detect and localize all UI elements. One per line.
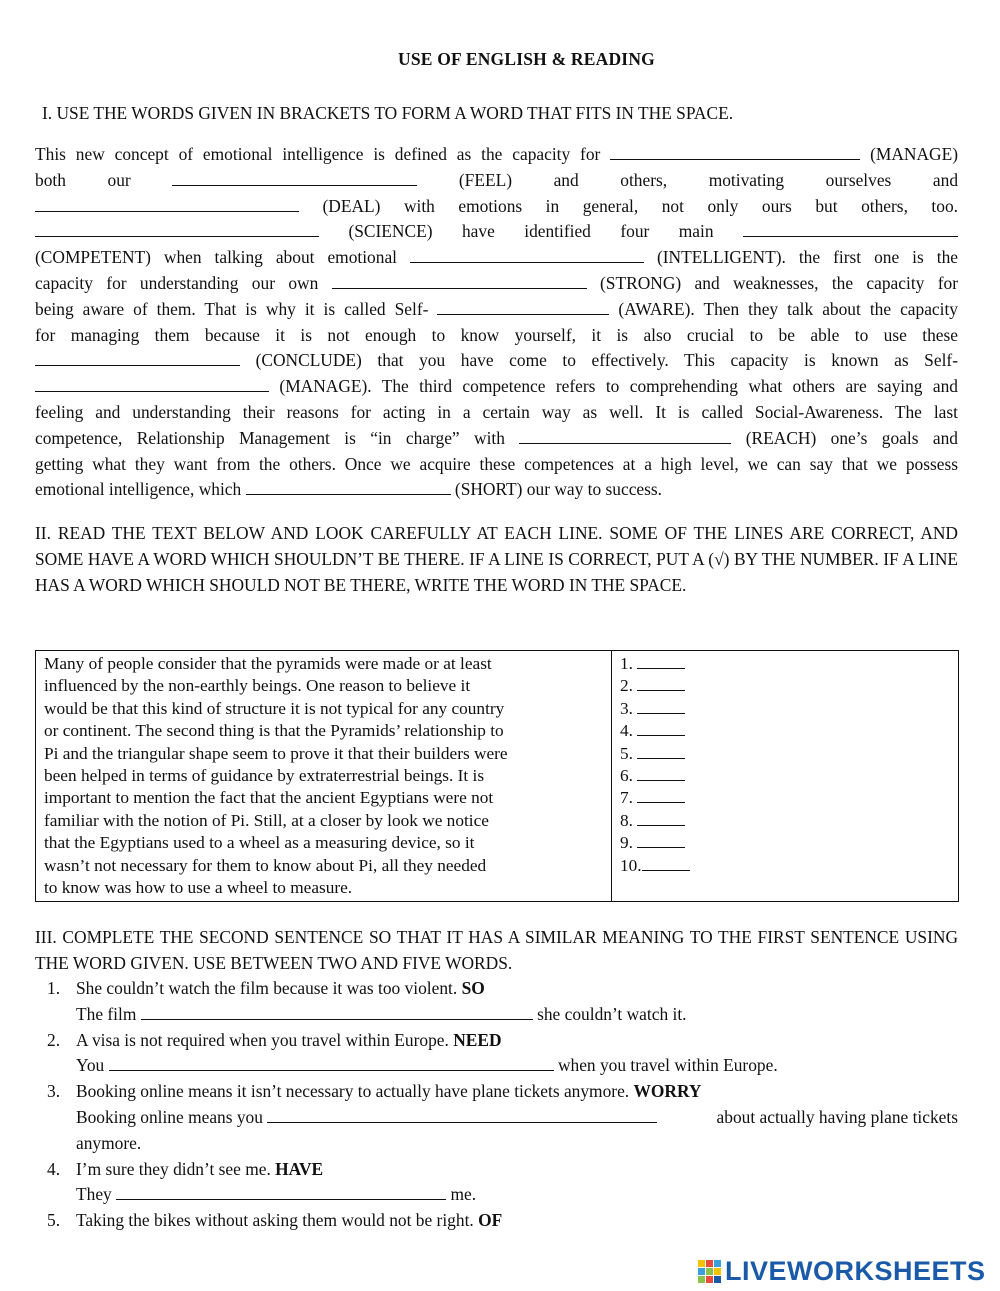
answer-blank[interactable] <box>332 274 587 289</box>
key-word: OF <box>478 1210 503 1231</box>
answer-blank[interactable] <box>437 300 609 315</box>
answer-row: 4. <box>620 720 950 742</box>
answer-blank[interactable] <box>637 744 685 759</box>
answer-blank[interactable] <box>637 788 685 803</box>
answer-blank[interactable] <box>410 248 644 263</box>
passage-cell <box>36 651 612 902</box>
rewrite-line: You when you travel within Europe. <box>76 1055 778 1076</box>
passage-line: to know was how to use a wheel to measure. <box>44 878 353 898</box>
answer-blank[interactable] <box>637 811 685 826</box>
answer-blank[interactable] <box>35 197 299 212</box>
answer-blank[interactable] <box>109 1056 554 1071</box>
original-sentence: A visa is not required when you travel within Europe. NEED <box>76 1029 502 1050</box>
passage-line: would be that this kind of structure it is not typical for any country <box>44 698 505 718</box>
rewrite-line: The film she couldn’t watch it. <box>76 1003 687 1024</box>
answer-row: 9. <box>620 832 950 854</box>
answer-blank[interactable] <box>642 856 690 871</box>
answer-blank[interactable] <box>743 222 958 237</box>
page-title: USE OF ENGLISH & READING <box>398 49 655 69</box>
original-sentence: I’m sure they didn’t see me. HAVE <box>76 1158 324 1179</box>
passage-line: wasn’t not necessary for them to know about Pi, all they needed <box>44 855 487 875</box>
paragraph-line: (MANAGE). The third competence refers to comprehending what others are saying and <box>35 374 958 400</box>
transformation-item: 3. Booking online means it isn’t necessary to actually have plane tickets anymore. WORRY Booking online means you about actually having plane tickets anymore. <box>35 1079 958 1156</box>
answer-blank[interactable] <box>116 1185 446 1200</box>
answer-blank[interactable] <box>246 480 451 495</box>
answer-blank[interactable] <box>141 1005 533 1020</box>
paragraph-line: (DEAL) with emotions in general, not only ours but others, too. <box>35 194 958 220</box>
original-sentence: Taking the bikes without asking them would not be right. OF <box>76 1210 503 1231</box>
answer-row: 8. <box>620 810 950 832</box>
answer-number-cell <box>612 651 959 902</box>
logo-cubes-icon <box>698 1260 722 1284</box>
passage-line: been helped in terms of guidance by extraterrestrial beings. It is <box>44 766 485 786</box>
passage-line: that the Egyptians used to a wheel as a measuring device, so it <box>44 833 475 853</box>
answer-row: 5. <box>620 743 950 765</box>
key-word: SO <box>461 978 485 998</box>
answer-blank[interactable] <box>519 429 731 444</box>
passage-line: Pi and the triangular shape seem to prove it that their builders were <box>44 743 508 763</box>
transformation-item: 4. I’m sure they didn’t see me. HAVE They me. <box>35 1157 958 1209</box>
paragraph-line: (SCIENCE) have identified four main <box>35 219 958 245</box>
rewrite-line: Booking online means you about actually having plane tickets <box>76 1106 958 1127</box>
answer-blank[interactable] <box>610 145 860 160</box>
section-2-heading: II. READ THE TEXT BELOW AND LOOK CAREFULLY AT EACH LINE. SOME OF THE LINES ARE CORRECT, AND SOME HAVE A WORD WHICH SHOULDN’T BE THERE. IF A LINE IS CORRECT, PUT A (√) BY THE NUMBER. IF A LINE HAS A WORD WHICH SHOULD NOT BE THERE, WRITE THE WORD IN THE SPACE. <box>35 523 958 595</box>
original-sentence: She couldn’t watch the film because it was too violent. SO <box>76 978 485 998</box>
original-sentence: Booking online means it isn’t necessary to actually have plane tickets anymore. WORRY <box>76 1081 702 1102</box>
rewrite-line: They me. <box>76 1184 477 1205</box>
answer-row: 10. <box>620 855 950 877</box>
transformation-item: 1. She couldn’t watch the film because it was too violent. SO The film she couldn’t watch it. <box>35 976 958 1028</box>
answer-blank[interactable] <box>637 833 685 848</box>
passage-line: familiar with the notion of Pi. Still, at a closer by look we notice <box>44 810 489 830</box>
paragraph-line: emotional intelligence, which (SHORT) our way to success. <box>35 479 663 500</box>
transformation-list <box>35 976 958 1234</box>
section-1-paragraph <box>35 142 958 503</box>
key-word: NEED <box>453 1029 502 1050</box>
passage-line: important to mention the fact that the ancient Egyptians were not <box>44 788 494 808</box>
answer-row: 3. <box>620 698 950 720</box>
answer-blank[interactable] <box>637 766 685 781</box>
paragraph-line: both our (FEEL) and others, motivating ourselves and <box>35 169 959 190</box>
liveworksheets-logo <box>698 1256 986 1287</box>
answer-blank[interactable] <box>35 377 269 392</box>
answer-blank[interactable] <box>35 222 319 237</box>
logo-text: LIVEWORKSHEETS <box>725 1256 986 1286</box>
paragraph-line: (CONCLUDE) that you have come to effectively. This capacity is known as Self- <box>35 348 958 374</box>
paragraph-line: feeling and understanding their reasons for acting in a certain way as well. It is called Social-Awareness. The last <box>35 401 958 422</box>
answer-blank[interactable] <box>35 351 240 366</box>
section-1-heading: I. USE THE WORDS GIVEN IN BRACKETS TO FORM A WORD THAT FITS IN THE SPACE. <box>42 103 734 123</box>
paragraph-line: capacity for understanding our own (STRONG) and weaknesses, the capacity for <box>35 272 958 293</box>
paragraph-line: (COMPETENT) when talking about emotional (INTELLIGENT). the first one is the <box>35 247 958 268</box>
paragraph-line: for managing them because it is not enough to know yourself, it is also crucial to be able to use these <box>35 324 958 345</box>
error-correction-table <box>35 650 959 902</box>
section-3-heading: III. COMPLETE THE SECOND SENTENCE SO THAT IT HAS A SIMILAR MEANING TO THE FIRST SENTENCE USING THE WORD GIVEN. USE BETWEEN TWO AND FIVE WORDS. <box>35 927 958 973</box>
answer-row: 2. <box>620 675 950 697</box>
answer-row: 7. <box>620 787 950 809</box>
key-word: HAVE <box>275 1158 324 1179</box>
answer-row: 6. <box>620 765 950 787</box>
paragraph-line: getting what they want from the others. Once we acquire these competences at a high level, we can say that we possess <box>35 453 958 474</box>
answer-blank[interactable] <box>637 699 685 714</box>
transformation-item: 2. A visa is not required when you travel within Europe. NEED You when you travel within Europe. <box>35 1028 958 1080</box>
key-word: WORRY <box>633 1081 702 1102</box>
paragraph-line: This new concept of emotional intelligence is defined as the capacity for (MANAGE) <box>35 144 958 164</box>
answer-blank[interactable] <box>637 676 685 691</box>
answer-blank[interactable] <box>637 654 685 669</box>
answer-blank[interactable] <box>637 721 685 736</box>
passage-line: or continent. The second thing is that the Pyramids’ relationship to <box>44 721 504 741</box>
paragraph-line: competence, Relationship Management is “in charge” with (REACH) one’s goals and <box>35 427 958 448</box>
passage-line: Many of people consider that the pyramids were made or at least <box>44 654 492 673</box>
paragraph-line: being aware of them. That is why it is called Self- (AWARE). Then they talk about the capacity <box>35 298 958 319</box>
transformation-item: 5. Taking the bikes without asking them would not be right. OF <box>35 1208 958 1234</box>
answer-blank[interactable] <box>172 171 417 186</box>
passage-line: influenced by the non-earthly beings. One reason to believe it <box>44 676 471 696</box>
answer-row: 1. <box>620 653 950 675</box>
answer-blank[interactable] <box>267 1108 657 1123</box>
rewrite-line-continued: anymore. <box>76 1132 142 1153</box>
